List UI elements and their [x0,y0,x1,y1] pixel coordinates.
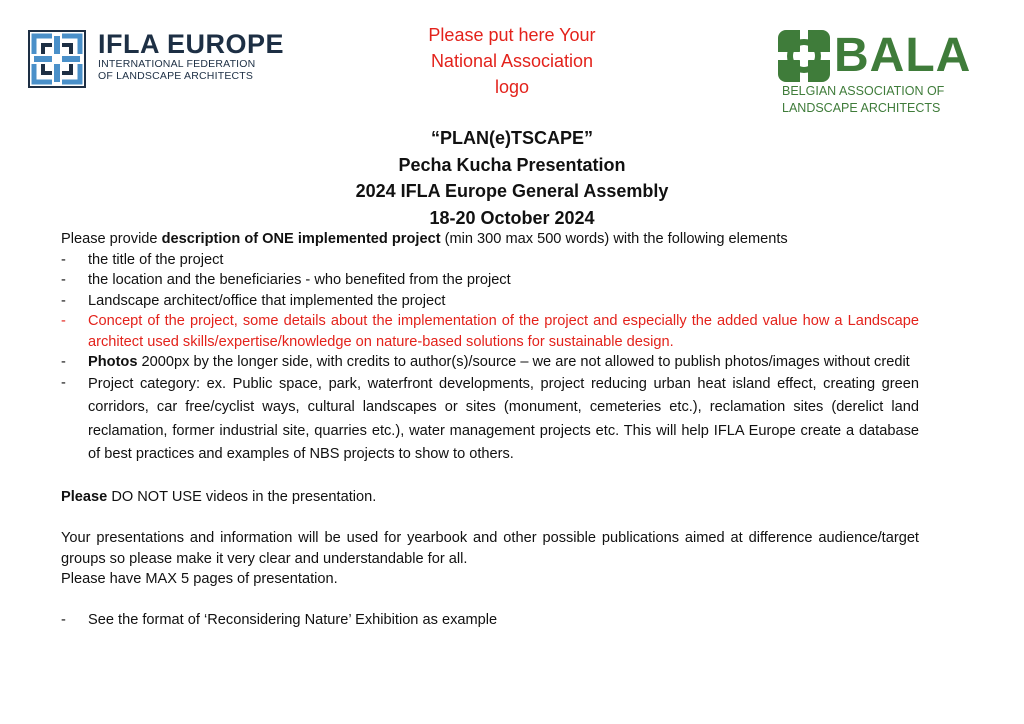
ifla-europe-logo [28,30,284,88]
list-item [61,270,919,291]
list-item [61,291,919,312]
intro-text-end: (min 300 max 500 words) with the following elements [440,231,788,247]
list-item-text: Concept of the project, some details about the implementation of the project and especially the added value how a Landscape architect used skills/expertise/knowledge on nature-based solutions for sustainable design. [88,313,919,350]
list-item-text: Project category: ex. Public space, park, waterfront developments, project reducing urban heat island effect, creating green corridors, car free/cyclist ways, cultural landscapes or sites (monument, cemeteries etc.), reclamation sites (derelict land reclamation, former industrial site, quarries etc.), water management projects etc. This will help IFLA Europe create a database of best practices and examples of NBS projects to show to others. [88,375,919,462]
list-dash: - [61,374,66,391]
ifla-emblem-icon [28,30,86,88]
list-item-text: the location and the beneficiaries - who benefited from the project [88,272,511,288]
intro-emphasis: description of ONE implemented project [161,231,441,247]
title-line-date: 18-20 October 2024 [429,207,595,228]
list-item [61,610,919,631]
ifla-logo-subtitle-2: OF LANDSCAPE ARCHITECTS [98,70,254,82]
list-item [61,373,919,467]
list-dash: - [61,272,66,288]
bala-logo [778,30,971,116]
usage-paragraph: Your presentations and information will be used for yearbook and other possible publications aimed at difference audience/target groups so please make it very clear and understandable for all. [61,530,919,567]
placeholder-line: Please put here Your [428,25,596,45]
title-line-event: 2024 IFLA Europe General Assembly [355,181,669,201]
list-dash: - [61,251,66,268]
intro-paragraph [61,229,919,250]
title-line-theme: “PLAN(e)TSCAPE” [430,128,593,148]
list-item-text: Landscape architect/office that implemented the project [88,292,446,309]
ifla-logo-subtitle-1: INTERNATIONAL FEDERATION [98,58,256,70]
pages-limit: Please have MAX 5 pages of presentation. [61,571,338,587]
list-dash: - [61,354,66,370]
instructions-body [61,229,919,631]
example-reference: See the format of ‘Reconsidering Nature’ Exhibition as example [88,612,498,628]
ifla-logo-name: IFLA EUROPE [98,29,285,59]
national-logo-placeholder [390,22,634,100]
bala-logo-subtitle-2: LANDSCAPE ARCHITECTS [782,101,941,115]
video-note-text: DO NOT USE videos in the presentation. [107,489,377,505]
list-item [61,250,919,271]
list-item-text: the title of the project [88,251,224,268]
list-item-text [88,352,919,373]
bala-logo-subtitle-1: BELGIAN ASSOCIATION OF [782,84,945,98]
photos-label: Photos [88,354,138,370]
list-item [61,352,919,373]
bala-emblem-icon [778,30,830,82]
title-line-format: Pecha Kucha Presentation [398,154,626,175]
list-dash: - [61,313,66,329]
list-item-highlight [61,311,919,352]
photos-text: 2000px by the longer side, with credits to author(s)/source – we are not allowed to publish photos/images without credit [137,354,910,370]
placeholder-line: logo [494,77,530,97]
video-note [61,487,919,508]
document-title [0,125,1024,231]
video-note-emphasis: Please [61,489,108,505]
bala-logo-name: BALA [834,29,972,82]
list-dash: - [61,612,66,628]
intro-text: Please provide [61,231,162,247]
placeholder-line: National Association [430,51,594,71]
list-dash: - [61,292,66,309]
